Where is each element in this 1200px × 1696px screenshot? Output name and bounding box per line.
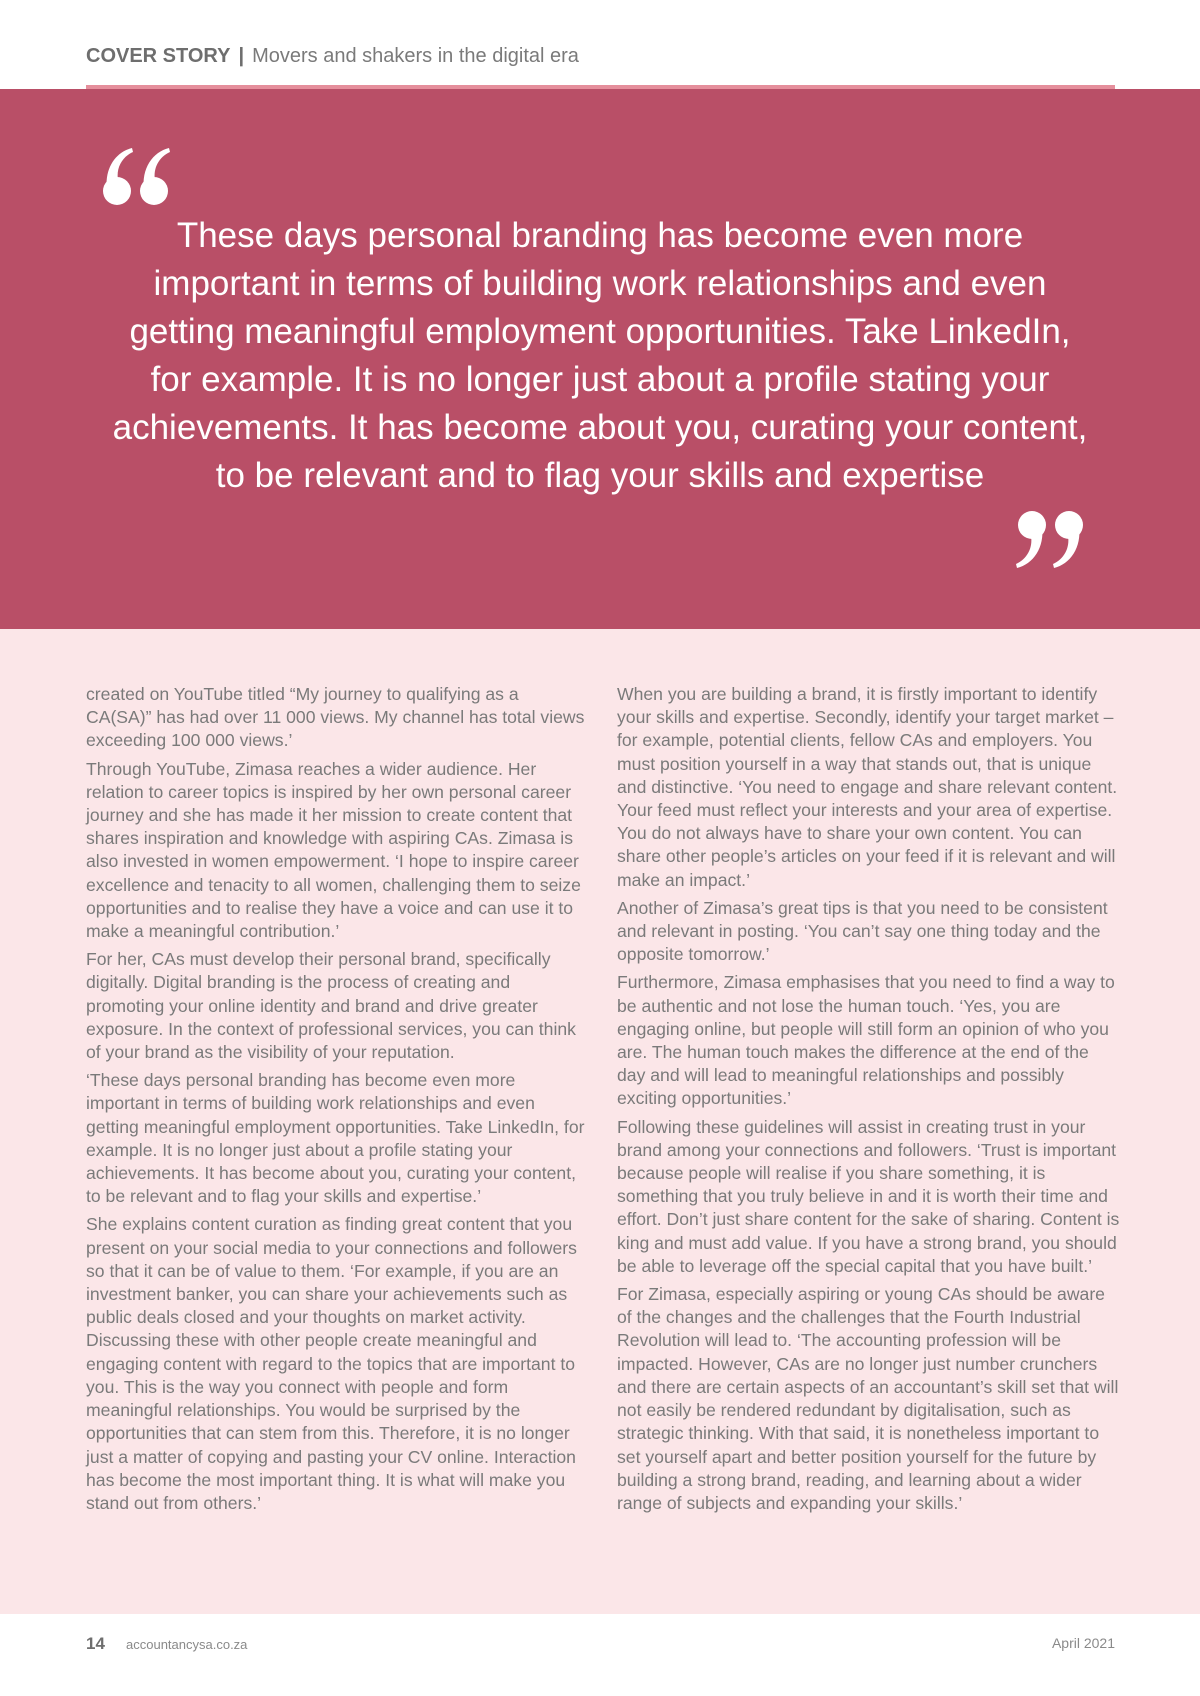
running-header	[86, 45, 579, 68]
article-subtitle: Movers and shakers in the digital era	[252, 45, 579, 67]
header-separator: |	[238, 45, 245, 67]
paragraph: Through YouTube, Zimasa reaches a wider audience. Her relation to career topics is inspired by her own personal career journey and she has made it her mission to create content that shares inspiration and knowledge with aspiring CAs. Zimasa is also invested in women empowerment. ‘I hope to inspire career excellence and tenacity to all women, challenging them to seize opportunities and to realise they have a voice and can use it to make a meaningful contribution.’	[86, 758, 581, 942]
issue-date: April 2021	[1051, 1635, 1115, 1651]
page-number: 14	[86, 1634, 105, 1653]
paragraph: For her, CAs must develop their personal brand, specifically digitally. Digital branding is the process of creating and promoting your online identity and brand and drive greater exposure. In the context of professional services, you can think of your brand as the visibility of your reputation.	[86, 949, 576, 1063]
paragraph: created on YouTube titled “My journey to qualifying as a CA(SA)” has had over 11 000 views. My channel has total views exceeding 100 000 views.’	[86, 684, 585, 751]
right-column	[617, 683, 1120, 1520]
paragraph: Following these guidelines will assist in creating trust in your brand among your connections and followers. ‘Trust is important because people will realise if you share something, it is something that you truly believe in and it is worth their time and effort. Don’t just share content for the sake of sharing. Content is king and must add value. If you have a strong brand, you should be able to leverage off the special capital that you have built.’	[617, 1116, 1120, 1276]
open-quote-icon	[102, 146, 172, 208]
section-label: COVER STORY	[86, 45, 231, 67]
paragraph: When you are building a brand, it is firstly important to identify your skills and expertise. Secondly, identify your target market – for example, potential clients, fellow CAs and employers. You must position yourself in a way that stands out, that is unique and distinctive. ‘You need to engage and share relevant content. Your feed must reflect your interests and your area of expertise. You do not always have to share your own content. You can share other people’s articles on your feed if it is relevant and will make an impact.’	[617, 684, 1118, 890]
website-link[interactable]: accountancysa.co.za	[126, 1637, 248, 1652]
paragraph: For Zimasa, especially aspiring or young CAs should be aware of the changes and the challenges that the Fourth Industrial Revolution will lead to. ‘The accounting profession will be impacted. However, CAs are no longer just number crunchers and there are certain aspects of an accountant’s skill set that will not easily be rendered redundant by digitalisation, such as strategic thinking. With that said, it is nonetheless important to set yourself apart and better position yourself for the future by building a strong brand, reading, and learning about a wider range of subjects and expanding your skills.’	[617, 1284, 1119, 1513]
left-column	[86, 683, 586, 1520]
paragraph: She explains content curation as finding great content that you present on your social media to your connections and followers so that it can be of value to them. ‘For example, if you are an investment banker, you can share your achievements such as public deals closed and your thoughts on market activity. Discussing these with other people create meaningful and engaging content with regard to the topics that are important to you. This is the way you connect with people and form meaningful relationships. You would be surprised by the opportunities that can stem from this. Therefore, it is no longer just a matter of copying and pasting your CV online. Interaction has become the most important thing. It is what will make you stand out from others.’	[86, 1214, 577, 1513]
close-quote-icon	[1014, 508, 1084, 570]
paragraph: Another of Zimasa’s great tips is that you need to be consistent and relevant in posting. ‘You can’t say one thing today and the opposite tomorrow.’	[617, 897, 1108, 965]
paragraph: ‘These days personal branding has become even more important in terms of building work relationships and even getting meaningful employment opportunities. Take LinkedIn, for example. It is no longer just about a profile stating your achievements. It has become about you, curating your content, to be relevant and to flag your skills and expertise.’	[86, 1070, 585, 1207]
pull-quote-text: These days personal branding has become even more important in terms of building work relationships and even getting meaningful employment opportunities. Take LinkedIn, for example. It is no longer just about a profile stating your achievements. It has become about you, curating your content, to be relevant and to flag your skills and expertise	[112, 216, 1088, 495]
paragraph: Furthermore, Zimasa emphasises that you need to find a way to be authentic and not lose the human touch. ‘Yes, you are engaging online, but people will still form an opinion of who you are. The human touch makes the difference at the end of the day and will lead to meaningful relationships and possibly exciting opportunities.’	[617, 972, 1115, 1109]
